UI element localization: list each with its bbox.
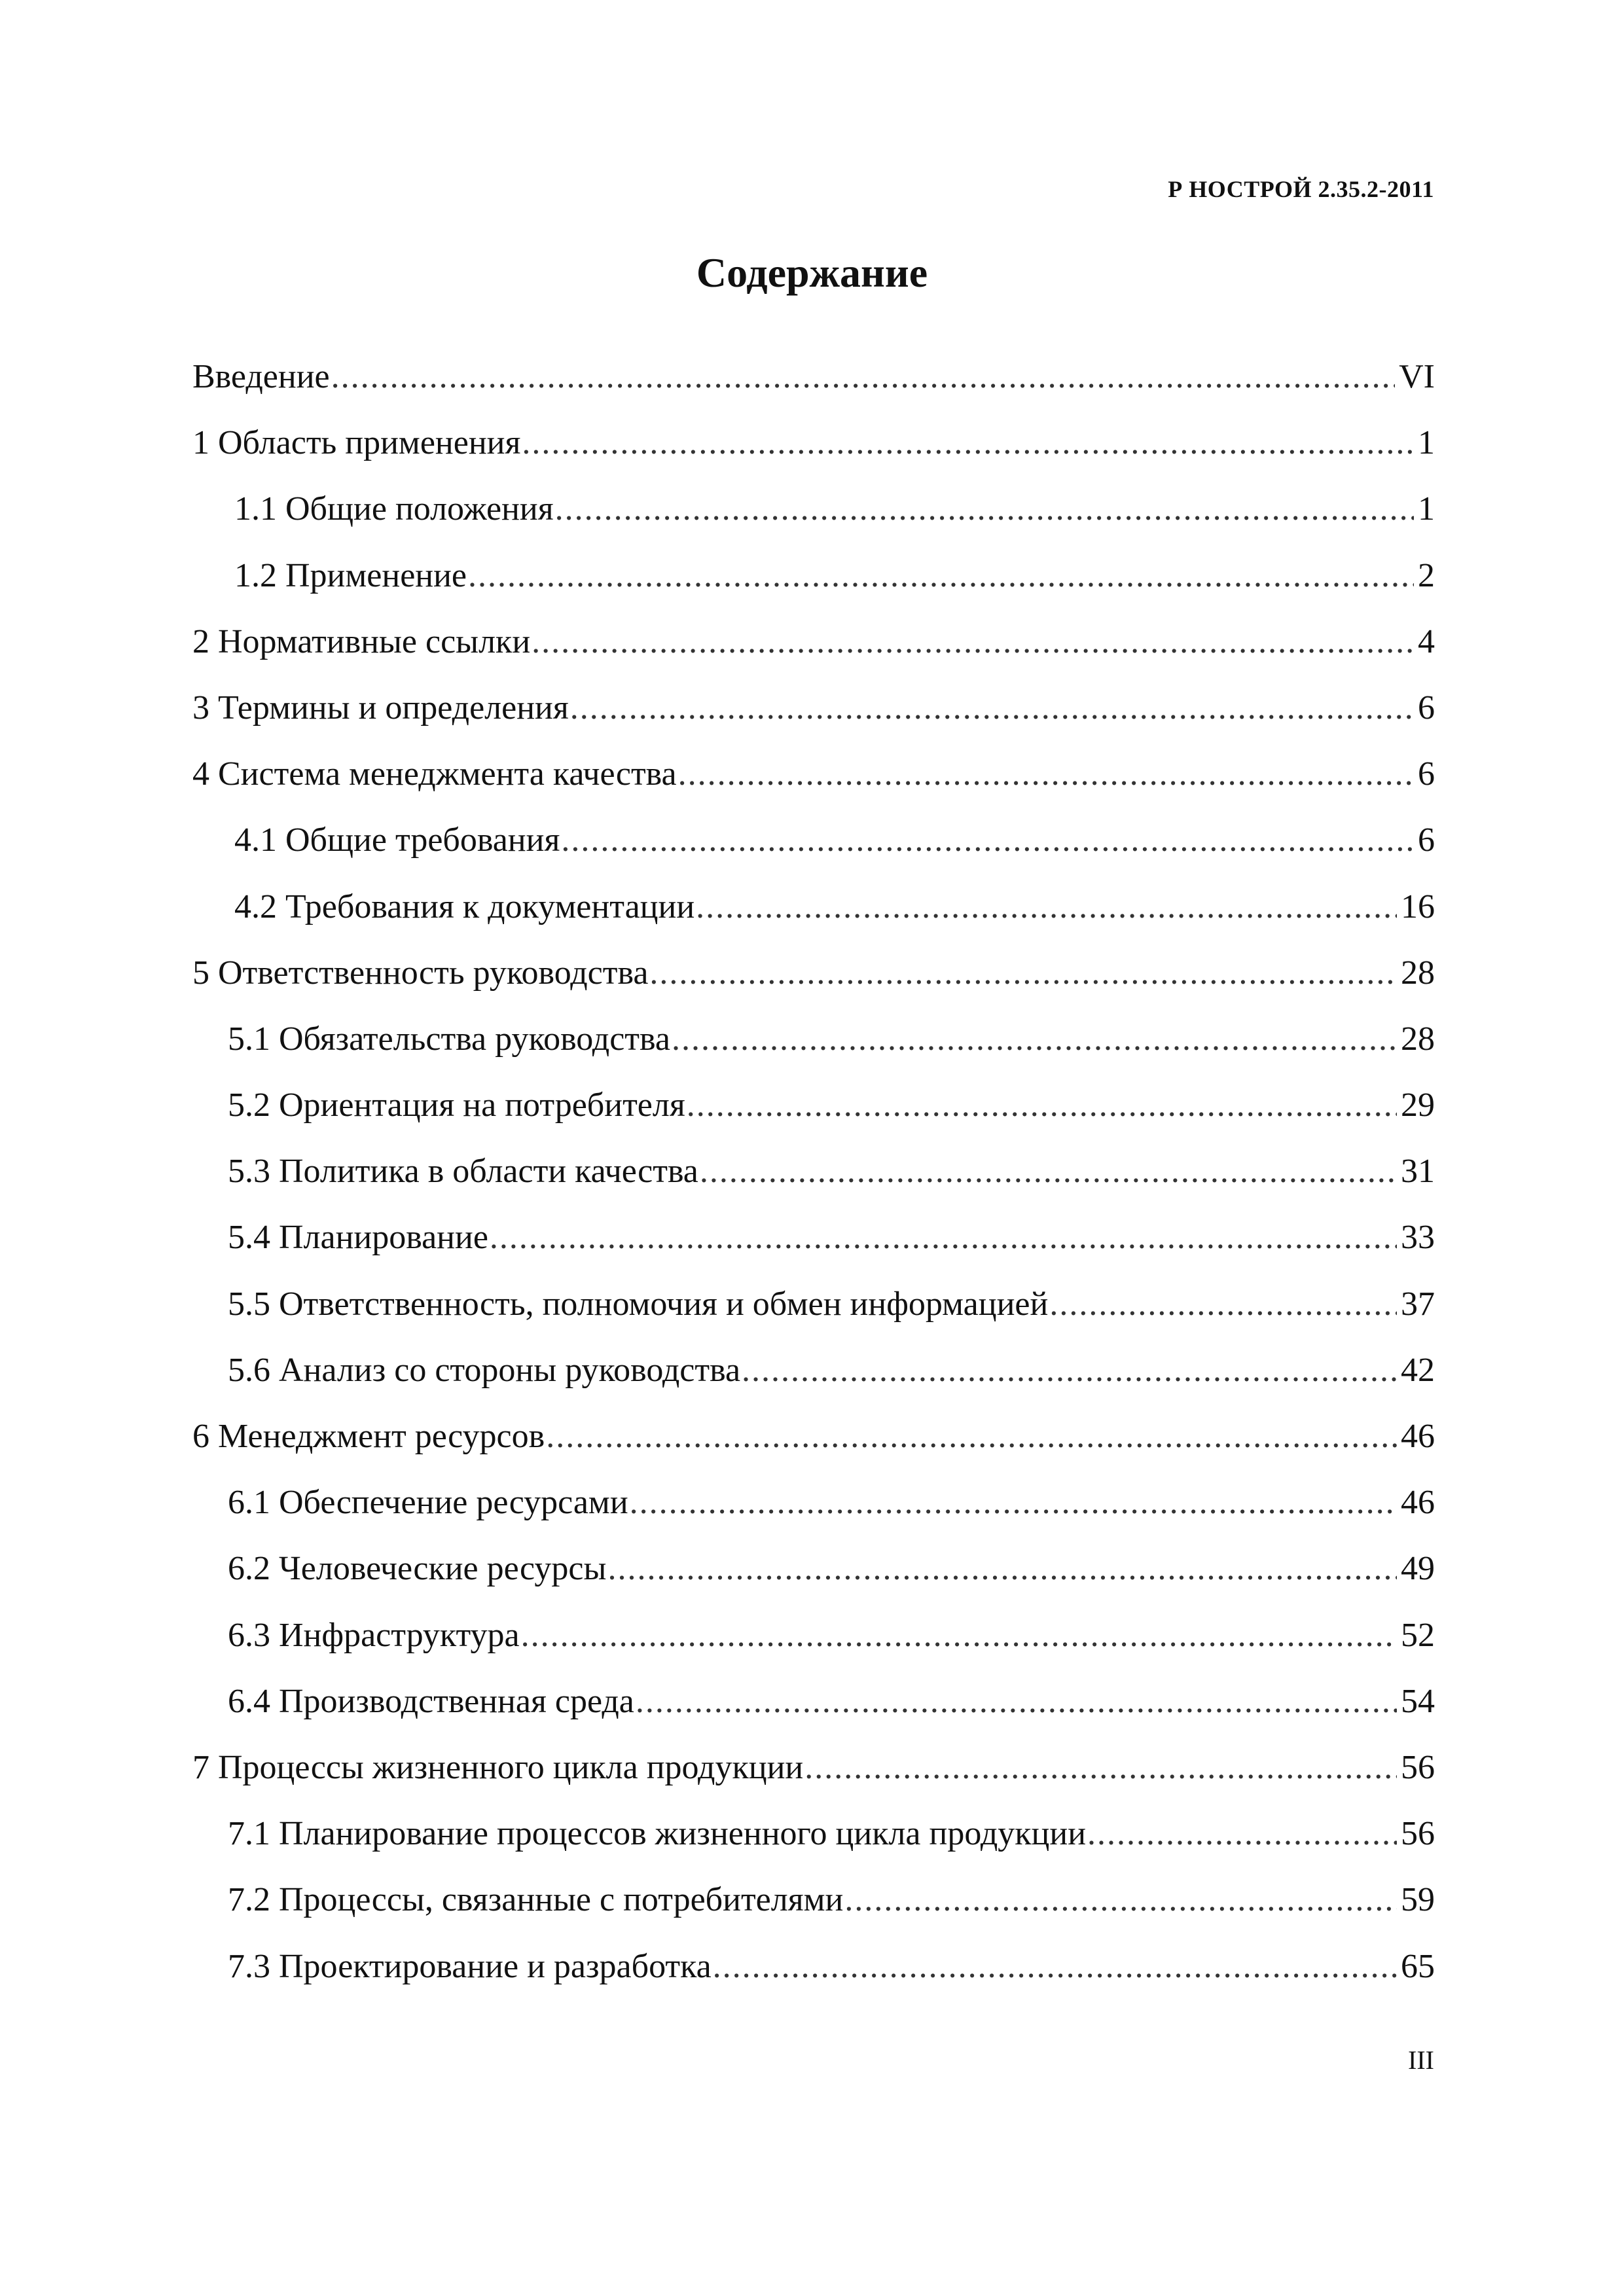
toc-leader-dots xyxy=(490,1218,1397,1257)
toc-leader-dots xyxy=(630,1483,1397,1522)
toc-entry-6-4[interactable] xyxy=(192,1682,1435,1748)
toc-entry-label: 5.5 Ответственность, полномочия и обмен информацией xyxy=(228,1285,1049,1323)
toc-entry-5-4[interactable] xyxy=(192,1218,1435,1284)
toc-entry-label: 6.2 Человеческие ресурсы xyxy=(228,1550,607,1588)
toc-leader-dots xyxy=(468,556,1414,595)
toc-entry-page: 49 xyxy=(1401,1550,1435,1588)
toc-leader-dots xyxy=(561,821,1414,859)
table-of-contents xyxy=(192,357,1435,2013)
toc-entry-page: 6 xyxy=(1418,821,1435,859)
toc-entry-label: 6.1 Обеспечение ресурсами xyxy=(228,1484,628,1522)
toc-entry-5-3[interactable] xyxy=(192,1152,1435,1218)
toc-entry-7[interactable] xyxy=(192,1748,1435,1814)
toc-entry-page: 6 xyxy=(1418,689,1435,726)
toc-entry-7-1[interactable] xyxy=(192,1814,1435,1880)
toc-entry-6-1[interactable] xyxy=(192,1483,1435,1549)
toc-entry-label: 7 Процессы жизненного цикла продукции xyxy=(192,1748,804,1786)
toc-entry-introduction[interactable] xyxy=(192,357,1435,423)
toc-entry-page: 37 xyxy=(1401,1285,1435,1323)
toc-entry-page: 1 xyxy=(1418,424,1435,462)
toc-leader-dots xyxy=(742,1351,1397,1390)
toc-entry-page: 31 xyxy=(1401,1153,1435,1191)
toc-entry-5[interactable] xyxy=(192,954,1435,1020)
toc-entry-label: 5.4 Планирование xyxy=(228,1219,488,1257)
toc-leader-dots xyxy=(570,689,1414,727)
toc-entry-page: 65 xyxy=(1401,1947,1435,1985)
toc-entry-page: 2 xyxy=(1418,556,1435,594)
toc-entry-label: 1.1 Общие положения xyxy=(234,490,554,528)
toc-entry-label: 1 Область применения xyxy=(192,424,521,462)
toc-entry-page: 56 xyxy=(1401,1815,1435,1853)
toc-entry-label: 5.1 Обязательства руководства xyxy=(228,1020,670,1058)
toc-leader-dots xyxy=(1049,1285,1397,1323)
toc-entry-label: 6 Менеджмент ресурсов xyxy=(192,1418,545,1455)
toc-entry-page: 52 xyxy=(1401,1616,1435,1654)
toc-entry-2[interactable] xyxy=(192,622,1435,689)
toc-entry-label: 7.1 Планирование процессов жизненного цикла продукции xyxy=(228,1815,1087,1853)
toc-entry-7-2[interactable] xyxy=(192,1880,1435,1946)
toc-entry-label: 5.6 Анализ со стороны руководства xyxy=(228,1351,741,1389)
toc-entry-page: 54 xyxy=(1401,1682,1435,1720)
toc-entry-5-5[interactable] xyxy=(192,1285,1435,1351)
toc-leader-dots xyxy=(331,357,1396,396)
toc-entry-label: 4.2 Требования к документации xyxy=(234,888,695,925)
toc-entry-page: 4 xyxy=(1418,622,1435,660)
toc-leader-dots xyxy=(555,490,1414,528)
toc-leader-dots xyxy=(687,1086,1397,1124)
toc-leader-dots xyxy=(696,888,1397,926)
page-title: Содержание xyxy=(696,249,928,296)
toc-entry-3[interactable] xyxy=(192,689,1435,755)
toc-entry-4-1[interactable] xyxy=(192,821,1435,887)
toc-entry-label: 3 Термины и определения xyxy=(192,689,569,726)
toc-entry-page: 6 xyxy=(1418,755,1435,793)
toc-entry-6-2[interactable] xyxy=(192,1549,1435,1615)
toc-entry-label: 7.3 Проектирование и разработка xyxy=(228,1947,712,1985)
toc-entry-page: 42 xyxy=(1401,1351,1435,1389)
toc-entry-page: VI xyxy=(1399,358,1435,395)
toc-leader-dots xyxy=(678,755,1414,793)
toc-entry-1-1[interactable] xyxy=(192,490,1435,556)
toc-entry-4-2[interactable] xyxy=(192,888,1435,954)
toc-entry-label: Введение xyxy=(192,358,330,395)
toc-entry-label: 6.4 Производственная среда xyxy=(228,1682,634,1720)
toc-entry-6[interactable] xyxy=(192,1417,1435,1483)
toc-entry-label: 4.1 Общие требования xyxy=(234,821,560,859)
toc-leader-dots xyxy=(521,1616,1397,1655)
toc-entry-label: 4 Система менеджмента качества xyxy=(192,755,677,793)
toc-entry-page: 28 xyxy=(1401,954,1435,992)
toc-entry-7-3[interactable] xyxy=(192,1947,1435,2013)
toc-entry-page: 29 xyxy=(1401,1086,1435,1124)
toc-leader-dots xyxy=(636,1682,1397,1721)
toc-entry-5-2[interactable] xyxy=(192,1086,1435,1152)
toc-entry-page: 46 xyxy=(1401,1484,1435,1522)
toc-leader-dots xyxy=(649,954,1397,992)
toc-entry-label: 5 Ответственность руководства xyxy=(192,954,649,992)
toc-leader-dots xyxy=(844,1880,1397,1919)
toc-entry-page: 16 xyxy=(1401,888,1435,925)
document-code: Р НОСТРОЙ 2.35.2-2011 xyxy=(1168,176,1434,202)
toc-entry-5-6[interactable] xyxy=(192,1351,1435,1417)
toc-entry-page: 56 xyxy=(1401,1748,1435,1786)
toc-entry-page: 1 xyxy=(1418,490,1435,528)
toc-entry-5-1[interactable] xyxy=(192,1020,1435,1086)
toc-leader-dots xyxy=(607,1549,1397,1588)
toc-entry-page: 59 xyxy=(1401,1881,1435,1919)
page-number: III xyxy=(1408,2045,1434,2075)
toc-entry-page: 28 xyxy=(1401,1020,1435,1058)
toc-entry-4[interactable] xyxy=(192,755,1435,821)
toc-entry-6-3[interactable] xyxy=(192,1616,1435,1682)
toc-entry-label: 6.3 Инфраструктура xyxy=(228,1616,520,1654)
toc-entry-label: 1.2 Применение xyxy=(234,556,467,594)
toc-leader-dots xyxy=(700,1152,1397,1191)
toc-leader-dots xyxy=(546,1417,1397,1456)
toc-leader-dots xyxy=(522,423,1414,462)
toc-entry-label: 5.3 Политика в области качества xyxy=(228,1153,698,1191)
toc-leader-dots xyxy=(672,1020,1397,1058)
toc-entry-label: 7.2 Процессы, связанные с потребителями xyxy=(228,1881,844,1919)
toc-entry-label: 5.2 Ориентация на потребителя xyxy=(228,1086,685,1124)
toc-entry-1-2[interactable] xyxy=(192,556,1435,622)
toc-entry-label: 2 Нормативные ссылки xyxy=(192,622,531,660)
toc-leader-dots xyxy=(1087,1814,1397,1853)
toc-entry-1[interactable] xyxy=(192,423,1435,490)
toc-entry-page: 46 xyxy=(1401,1418,1435,1455)
toc-leader-dots xyxy=(804,1748,1397,1787)
toc-entry-page: 33 xyxy=(1401,1219,1435,1257)
toc-leader-dots xyxy=(532,622,1414,661)
toc-leader-dots xyxy=(713,1947,1397,1986)
